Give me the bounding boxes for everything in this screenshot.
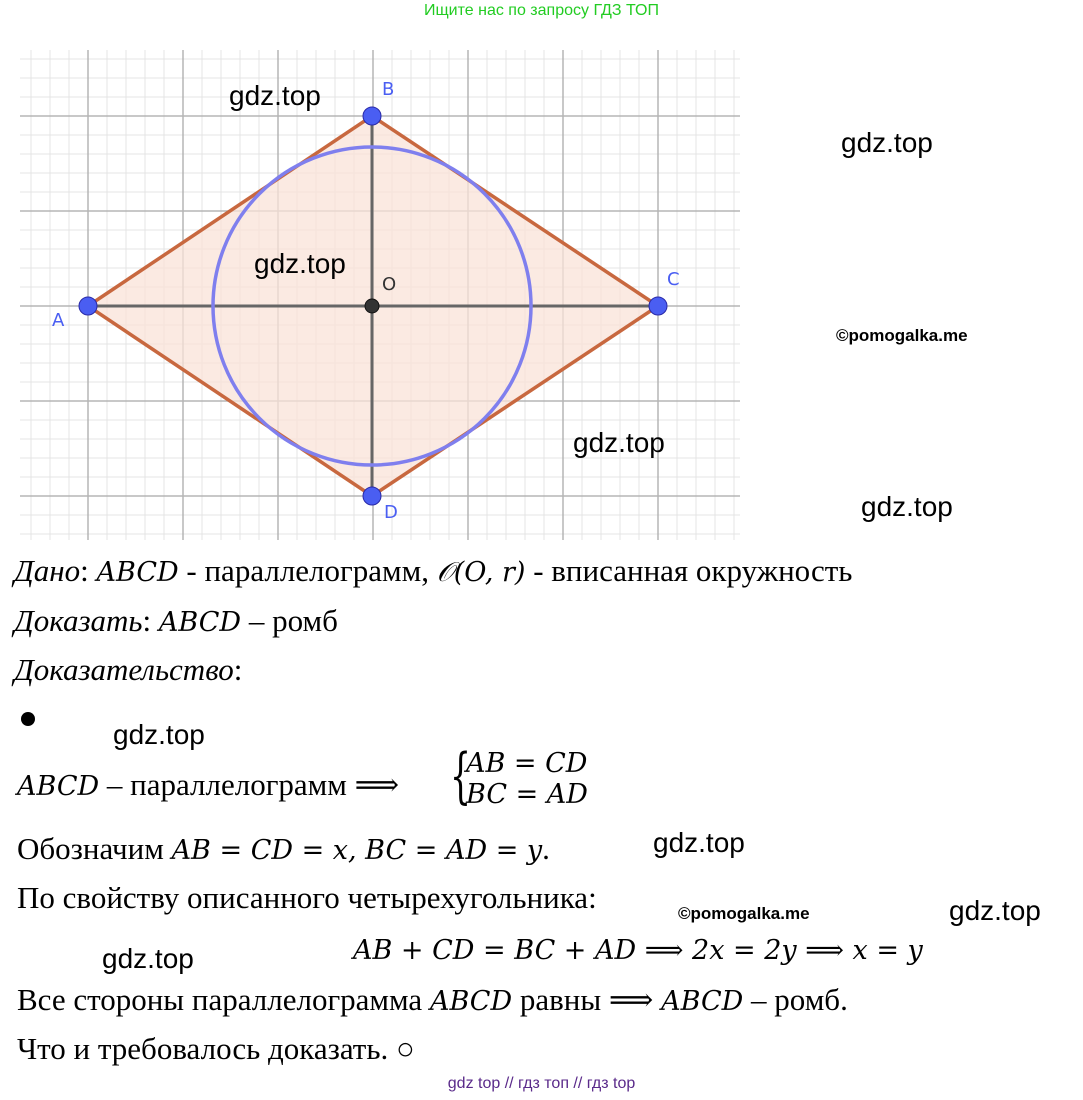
vertex-d: [363, 487, 381, 505]
line1-text: – параллелограмм ⟹: [99, 767, 400, 802]
proof-line-4: [353, 931, 923, 967]
prove-label: Доказать: [14, 603, 143, 638]
line2-text: Обозначим: [17, 831, 172, 866]
line5-text-3: – ромб.: [743, 982, 848, 1017]
watermark-gdz: gdz.top: [949, 895, 1041, 926]
line5-text-2: равны ⟹: [512, 982, 662, 1017]
label-c: C: [667, 269, 680, 290]
system-eq-1: AB = CD: [466, 748, 588, 779]
prove-text: – ромб: [241, 603, 338, 638]
label-a: A: [52, 310, 65, 331]
watermark-gdz: gdz.top: [113, 719, 205, 750]
line5-text-1: Все стороны параллелограмма: [17, 982, 430, 1017]
watermark-pomogalka: ©pomogalka.me: [678, 904, 810, 923]
watermark-gdz: gdz.top: [861, 491, 953, 522]
proof-label-line: Доказательство:: [14, 652, 243, 687]
left-brace-icon: {: [450, 741, 472, 811]
given-text-2: - вписанная окружность: [525, 553, 853, 588]
rhombus-figure: [0, 40, 760, 545]
given-label: Дано: [14, 553, 81, 588]
footer-links: gdz top // гдз топ // гдз top: [447, 1075, 636, 1092]
proof-label: Доказательство: [14, 652, 234, 687]
given-text: - параллелограмм,: [178, 553, 437, 588]
label-b: B: [382, 79, 395, 100]
label-d: D: [384, 502, 398, 523]
line5-math-2: ABCD: [661, 986, 744, 1017]
proof-line-6: [17, 1031, 415, 1067]
vertex-b: [363, 107, 381, 125]
proof-line-5: [17, 982, 848, 1018]
watermark-gdz: gdz.top: [102, 943, 194, 974]
top-banner: Ищите нас по запросу ГДЗ ТОП: [424, 2, 659, 19]
label-o: O: [382, 274, 397, 295]
line2-end: .: [542, 831, 550, 866]
proof-line-2: [17, 831, 550, 867]
given-figure: ABCD: [96, 557, 179, 588]
equation-system: [450, 741, 588, 811]
watermark-gdz: gdz.top: [573, 427, 665, 458]
watermark-gdz: gdz.top: [229, 80, 321, 111]
center-o: [365, 299, 379, 313]
line5-math-1: ABCD: [429, 986, 513, 1017]
vertex-c: [649, 297, 667, 315]
proof-line-1: [17, 767, 399, 803]
prove-line: Доказать: ABCD – ромб: [14, 603, 338, 638]
system-eq-2: BC = AD: [466, 779, 588, 810]
bullet-icon: [21, 712, 35, 726]
line4-math: AB + CD = BC + AD ⟹ 2x = 2y ⟹ x = y: [353, 935, 923, 966]
proof-line-3: [17, 880, 597, 916]
given-line: Дано: ABCD - параллелограмм, 𝒪(O, r) - вписанная окружность: [14, 553, 853, 588]
vertex-a: [79, 297, 97, 315]
line2-math: AB = CD = x, BC = AD = y: [171, 835, 543, 866]
prove-figure: ABCD: [158, 607, 242, 638]
watermark-gdz: gdz.top: [841, 127, 933, 158]
line6-text: Что и требовалось доказать. ○: [17, 1031, 415, 1066]
watermark-pomogalka: ©pomogalka.me: [836, 326, 968, 345]
watermark-gdz: gdz.top: [254, 248, 346, 279]
line3-text: По свойству описанного четырехугольника:: [17, 880, 597, 915]
line1-figure: ABCD: [17, 771, 100, 802]
given-circle: 𝒪(O, r): [436, 557, 526, 588]
watermark-gdz: gdz.top: [653, 827, 745, 858]
